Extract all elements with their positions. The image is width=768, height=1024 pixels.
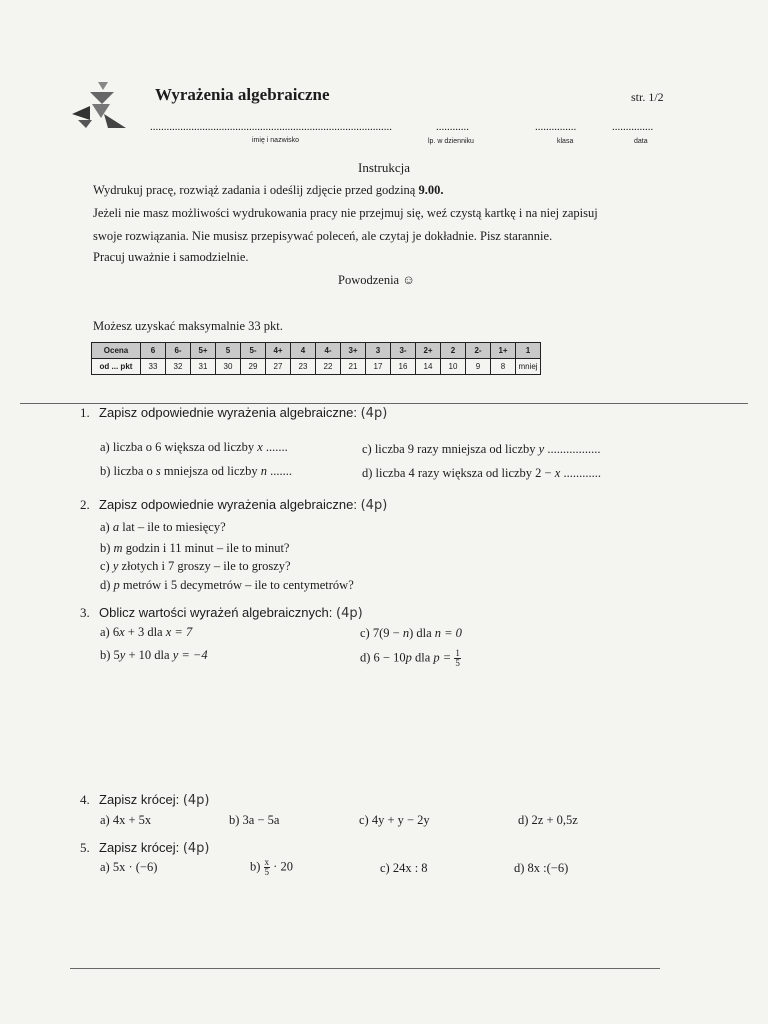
q4-item-a: a) 4x + 5x <box>100 813 152 827</box>
q2-number: 2. <box>80 497 90 512</box>
points-cell: 10 <box>441 359 466 375</box>
grade-cell: 6 <box>141 343 166 359</box>
grade-cell: 5+ <box>191 343 216 359</box>
grade-cell: 2- <box>466 343 491 359</box>
q1-points-note: (4p) <box>360 406 388 421</box>
grade-cell: 3 <box>366 343 391 359</box>
instructions-line-4: Pracuj uważnie i samodzielnie. <box>93 250 249 264</box>
date-field-dots: ............... <box>612 121 654 133</box>
q5-item-a: a) 5x · (−6) <box>100 860 158 874</box>
grade-row-header: Ocena <box>92 343 141 359</box>
points-cell: 14 <box>416 359 441 375</box>
instructions-line-3: swoje rozwiązania. Nie musisz przepisywać poleceń, ale czytaj je dokładnie. Pisz starannie. <box>93 229 553 243</box>
grade-cell: 3- <box>391 343 416 359</box>
grade-cell: 5 <box>216 343 241 359</box>
instructions-heading: Instrukcja <box>358 160 410 175</box>
section-divider <box>20 403 748 404</box>
q2-points-note: (4p) <box>360 498 388 513</box>
class-label: klasa <box>557 138 574 145</box>
q5-points-note: (4p) <box>182 841 210 856</box>
grade-cell: 1 <box>516 343 541 359</box>
grade-cell: 3+ <box>341 343 366 359</box>
points-cell: 22 <box>316 359 341 375</box>
q4-item-d: d) 2z + 0,5z <box>518 813 578 827</box>
grade-row <box>92 343 541 359</box>
points-cell: 30 <box>216 359 241 375</box>
q3-points-note: (4p) <box>336 606 363 621</box>
q3-title: Oblicz wartości wyrażeń algebraicznych: (4p) <box>99 605 363 621</box>
points-cell: 32 <box>166 359 191 375</box>
q3-number: 3. <box>80 605 90 620</box>
q5-number: 5. <box>80 840 90 855</box>
points-cell: mniej <box>516 359 541 375</box>
bottom-rule <box>70 968 660 969</box>
name-label: imię i nazwisko <box>252 137 300 144</box>
points-cell: 23 <box>291 359 316 375</box>
page-number: str. 1/2 <box>631 90 664 104</box>
q5-b-fraction: $\frac{x}{5}$ <box>264 857 270 877</box>
grade-cell: 4 <box>291 343 316 359</box>
q5-item-b: b) $\frac{x}{5}$ · 20 <box>250 857 293 877</box>
instructions-line-1: Wydrukuj pracę, rozwiąż zadania i odeślij zdjęcie przed godziną 9.00. <box>93 183 444 197</box>
q5-item-c: c) 24x : 8 <box>380 861 428 875</box>
q3-item-a: a) 6x + 3 dla x = 7 <box>100 625 193 639</box>
q3-d-fraction: $\frac{1}{5}$ <box>455 648 460 668</box>
q2-title: Zapisz odpowiednie wyrażenia algebraiczne: (4p) <box>99 497 388 513</box>
q3-item-b: b) 5y + 10 dla y = −4 <box>100 648 208 662</box>
instructions-line-2: Jeżeli nie masz możliwości wydrukowania pracy nie przejmuj się, weź czystą kartkę i na niej zapisuj <box>93 206 598 220</box>
date-label: data <box>634 138 648 145</box>
points-cell: 29 <box>241 359 266 375</box>
q4-item-c: c) 4y + y − 2y <box>359 813 430 827</box>
points-cell: 17 <box>366 359 391 375</box>
q5-item-d: d) 8x :(−6) <box>514 861 569 875</box>
q1-number: 1. <box>80 405 90 420</box>
q2-item-a: a) a lat – ile to miesięcy? <box>100 520 226 534</box>
q4-title: Zapisz krócej: (4p) <box>99 792 210 808</box>
q2-item-c: c) y złotych i 7 groszy – ile to groszy? <box>100 559 291 573</box>
good-luck: Powodzenia ☺ <box>338 273 415 287</box>
grade-table <box>91 342 541 375</box>
grade-cell: 4- <box>316 343 341 359</box>
grade-cell: 2 <box>441 343 466 359</box>
q3-item-d: d) 6 − 10p dla p = $\frac{1}{5}$ <box>360 648 460 668</box>
grade-cell: 2+ <box>416 343 441 359</box>
q1-item-c: c) liczba 9 razy mniejsza od liczby y ................. <box>362 442 601 456</box>
q4-points-note: (4p) <box>182 793 210 808</box>
points-cell: 31 <box>191 359 216 375</box>
page-title: Wyrażenia algebraiczne <box>155 85 330 104</box>
points-row <box>92 359 541 375</box>
q1-title: Zapisz odpowiednie wyrażenia algebraiczne: (4p) <box>99 405 388 421</box>
register-field-dots: ............ <box>436 121 469 133</box>
points-cell: 16 <box>391 359 416 375</box>
q1-item-a: a) liczba o 6 większa od liczby x ....... <box>100 440 288 454</box>
q1-item-b: b) liczba o s mniejsza od liczby n ....... <box>100 464 292 478</box>
q4-item-b: b) 3a − 5a <box>229 813 280 827</box>
register-label: lp. w dzienniku <box>428 138 474 145</box>
points-row-header: od ... pkt <box>92 359 141 375</box>
grade-cell: 5- <box>241 343 266 359</box>
grade-cell: 6- <box>166 343 191 359</box>
q3-item-c: c) 7(9 − n) dla n = 0 <box>360 626 462 640</box>
grade-cell: 4+ <box>266 343 291 359</box>
points-cell: 21 <box>341 359 366 375</box>
q5-title: Zapisz krócej: (4p) <box>99 840 210 856</box>
q1-item-d: d) liczba 4 razy większa od liczby 2 − x ............ <box>362 466 601 480</box>
q4-number: 4. <box>80 792 90 807</box>
points-cell: 27 <box>266 359 291 375</box>
points-cell: 8 <box>491 359 516 375</box>
deadline-time: 9.00. <box>418 183 444 197</box>
points-cell: 9 <box>466 359 491 375</box>
q2-item-d: d) p metrów i 5 decymetrów – ile to centymetrów? <box>100 578 354 592</box>
class-field-dots: ............... <box>535 121 577 133</box>
grade-cell: 1+ <box>491 343 516 359</box>
name-field-dots: ........................................................................................ <box>150 121 392 133</box>
tangram-logo-icon <box>68 80 130 132</box>
q2-item-b: b) m godzin i 11 minut – ile to minut? <box>100 541 290 555</box>
points-cell: 33 <box>141 359 166 375</box>
max-points: Możesz uzyskać maksymalnie 33 pkt. <box>93 319 283 333</box>
